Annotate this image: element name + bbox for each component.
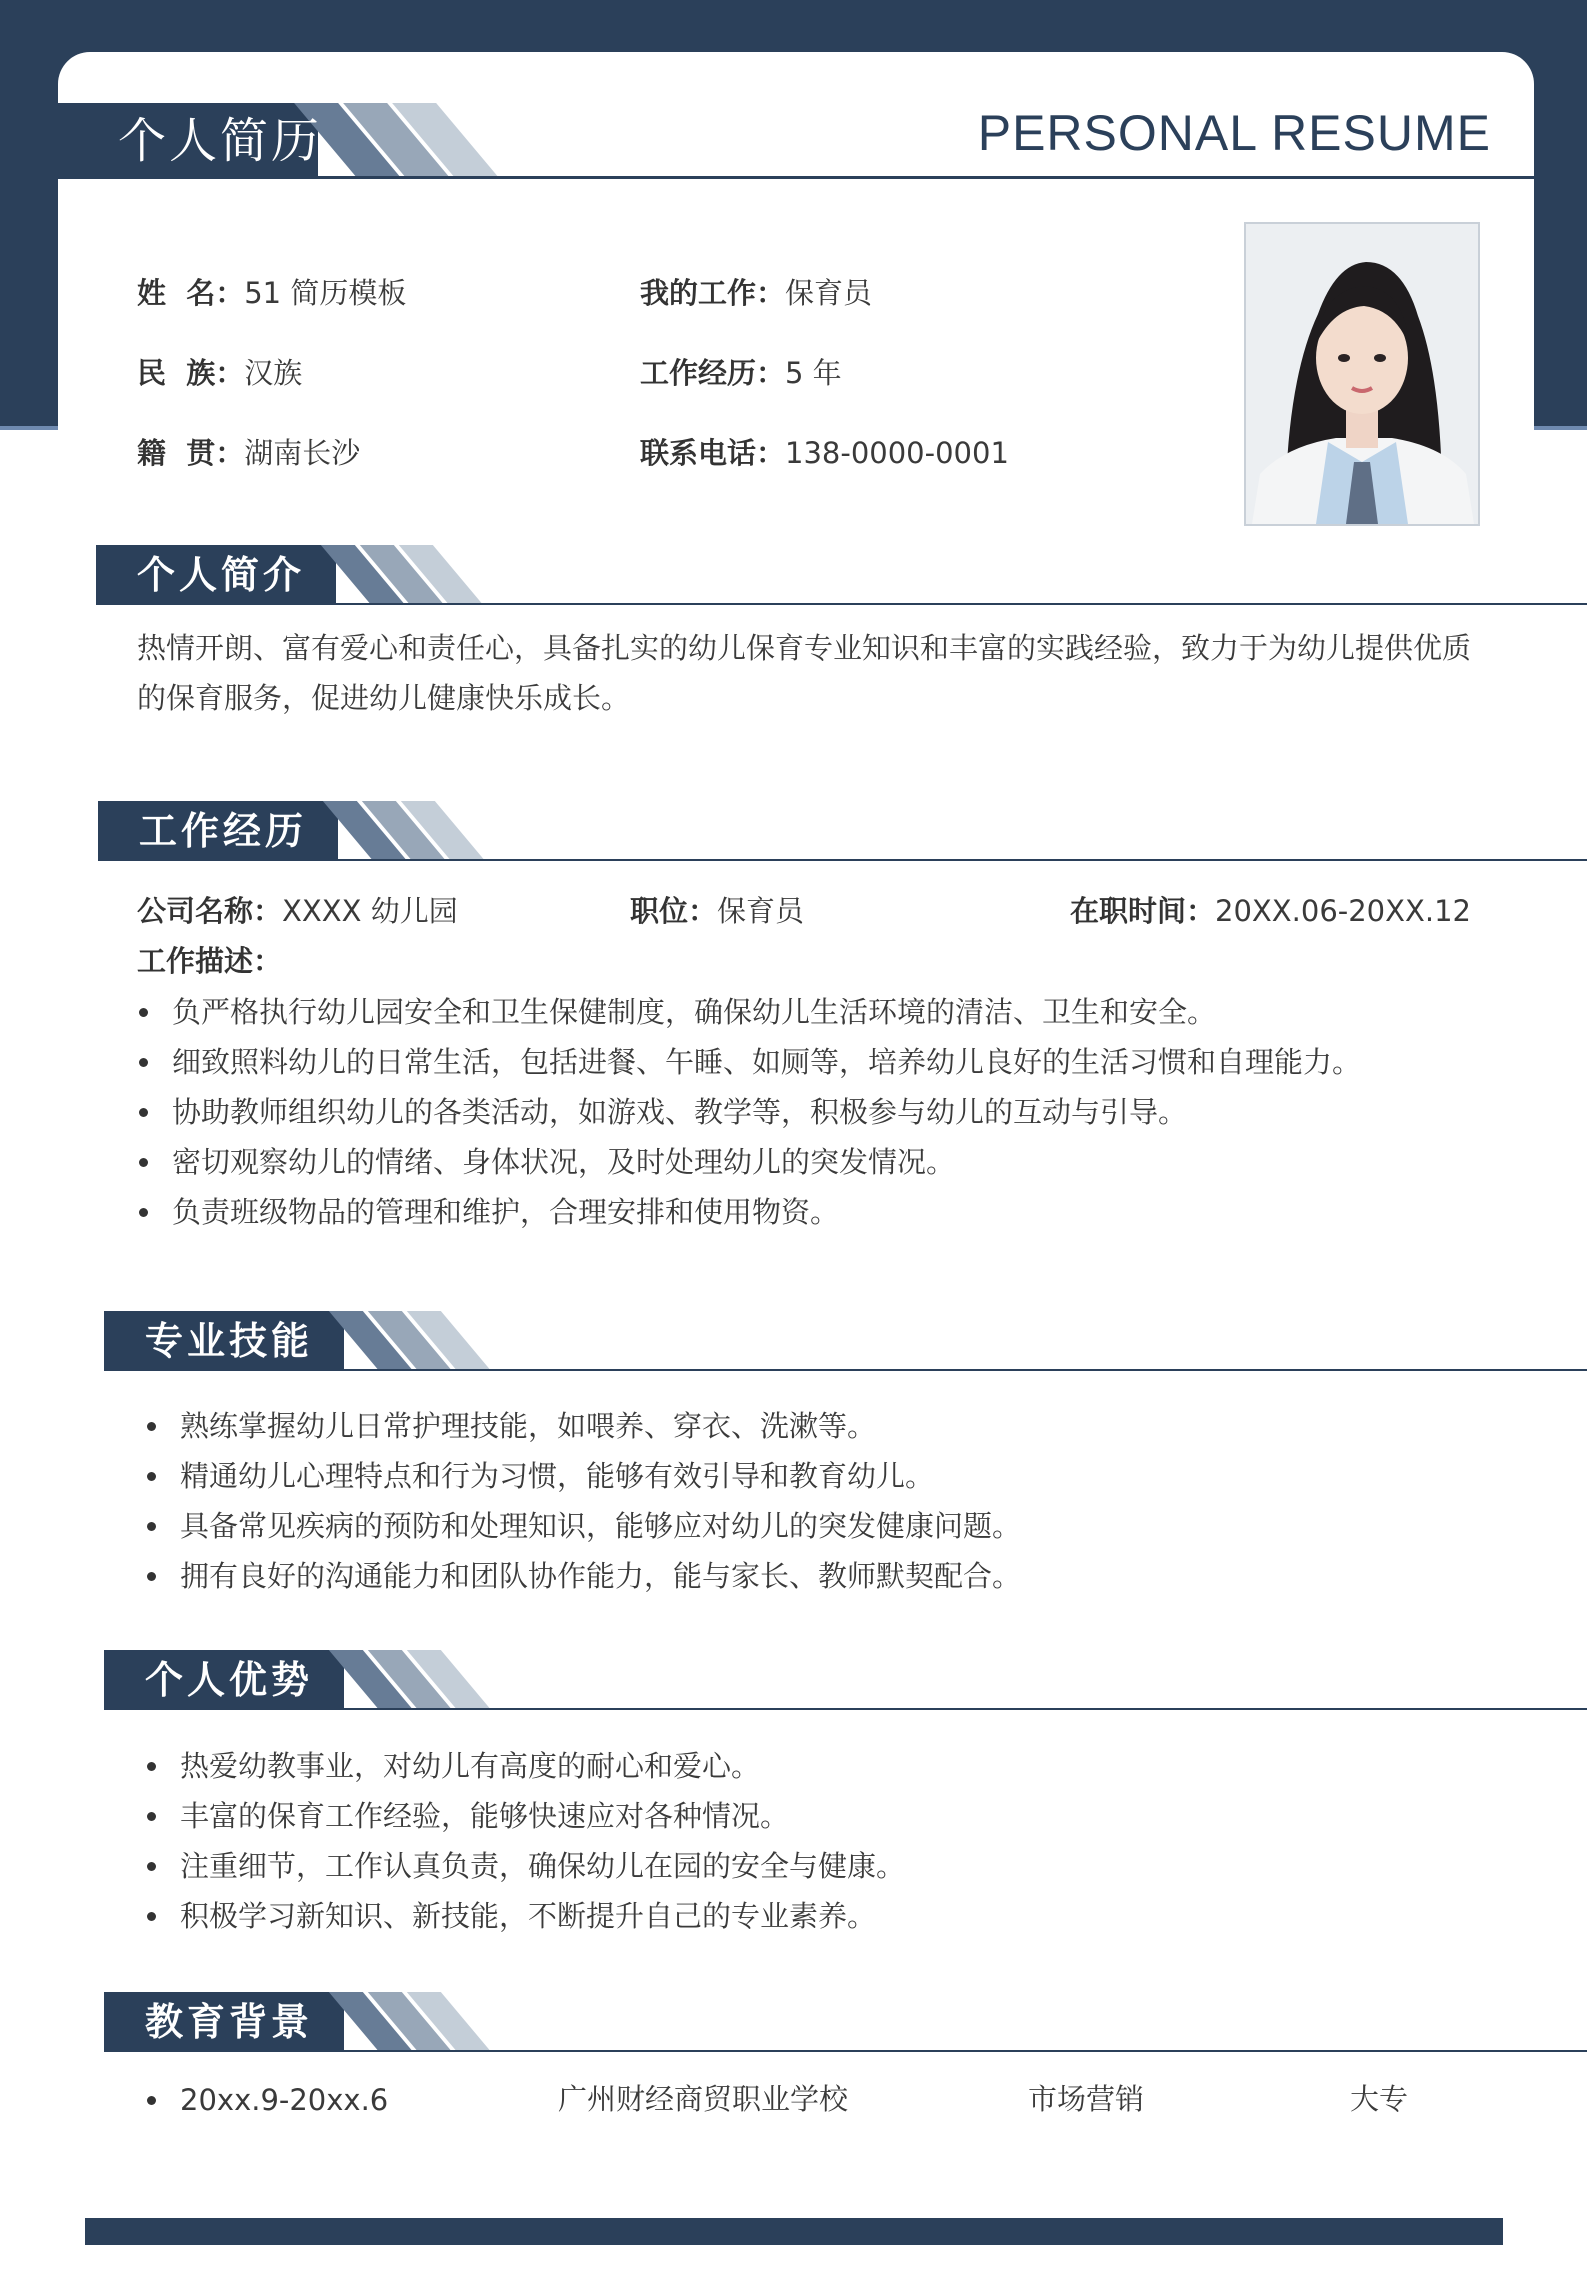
section-divider bbox=[104, 1708, 1587, 1710]
info-name bbox=[137, 273, 406, 313]
work-period bbox=[1070, 891, 1471, 931]
strengths-list bbox=[145, 1741, 905, 1941]
list-item: 丰富的保育工作经验，能够快速应对各种情况。 bbox=[145, 1791, 905, 1841]
band-accent-right bbox=[1534, 426, 1587, 430]
work-duties-list bbox=[137, 987, 1361, 1237]
education-period: 20xx.9-20xx.6 bbox=[145, 2075, 388, 2125]
list-item: 负责班级物品的管理和维护，合理安排和使用物资。 bbox=[137, 1187, 1361, 1237]
period-value: 20XX.06-20XX.12 bbox=[1215, 894, 1471, 928]
info-ethnicity bbox=[137, 353, 302, 393]
section-title-strengths: 个人优势 bbox=[145, 1658, 314, 1702]
work-company bbox=[137, 891, 458, 931]
list-item: 注重细节，工作认真负责，确保幼儿在园的安全与健康。 bbox=[145, 1841, 905, 1891]
footer-bar bbox=[85, 2218, 1503, 2245]
resume-title-english: PERSONAL RESUME bbox=[977, 105, 1491, 161]
ethnicity-value: 汉族 bbox=[244, 356, 303, 390]
profile-text: 热情开朗、富有爱心和责任心，具备扎实的幼儿保育专业知识和丰富的实践经验，致力于为幼儿提供优质的保育服务，促进幼儿健康快乐成长。 bbox=[137, 631, 1472, 715]
list-item: 具备常见疾病的预防和处理知识，能够应对幼儿的突发健康问题。 bbox=[145, 1501, 1021, 1551]
band-accent-left bbox=[0, 426, 58, 430]
list-item: 熟练掌握幼儿日常护理技能，如喂养、穿衣、洗漱等。 bbox=[145, 1401, 1021, 1451]
desc-label: 工作描述： bbox=[137, 944, 283, 978]
company-label: 公司名称： bbox=[137, 894, 283, 928]
education-major: 市场营销 bbox=[1028, 2082, 1145, 2116]
period-label: 在职时间： bbox=[1070, 894, 1216, 928]
origin-value: 湖南长沙 bbox=[244, 436, 361, 470]
section-divider bbox=[104, 1369, 1587, 1371]
list-item: 拥有良好的沟通能力和团队协作能力，能与家长、教师默契配合。 bbox=[145, 1551, 1021, 1601]
info-phone bbox=[640, 433, 1009, 473]
origin-label: 籍 贯： bbox=[137, 436, 245, 470]
phone-value: 138-0000-0001 bbox=[785, 436, 1009, 470]
avatar-illustration bbox=[1246, 224, 1478, 524]
info-experience bbox=[640, 353, 842, 393]
ethnicity-label: 民 族： bbox=[137, 356, 245, 390]
info-origin bbox=[137, 433, 360, 473]
experience-label: 工作经历： bbox=[640, 356, 786, 390]
position-value: 保育员 bbox=[717, 894, 805, 928]
name-value: 51 简历模板 bbox=[244, 276, 407, 310]
company-value: XXXX 幼儿园 bbox=[282, 894, 458, 928]
experience-value: 5 年 bbox=[785, 356, 842, 390]
resume-title: 个人简历 bbox=[118, 113, 323, 169]
section-divider bbox=[96, 603, 1587, 605]
section-divider bbox=[104, 2050, 1587, 2052]
profile-photo bbox=[1244, 222, 1480, 526]
info-job bbox=[640, 273, 872, 313]
list-item: 精通幼儿心理特点和行为习惯，能够有效引导和教育幼儿。 bbox=[145, 1451, 1021, 1501]
work-desc-heading bbox=[137, 941, 282, 981]
skills-list bbox=[145, 1401, 1021, 1601]
section-title-skills: 专业技能 bbox=[145, 1319, 314, 1363]
section-title-education: 教育背景 bbox=[145, 2000, 314, 2044]
education-degree: 大专 bbox=[1350, 2082, 1409, 2116]
name-label: 姓 名： bbox=[137, 276, 245, 310]
list-item: 积极学习新知识、新技能，不断提升自己的专业素养。 bbox=[145, 1891, 905, 1941]
job-label: 我的工作： bbox=[640, 276, 786, 310]
phone-label: 联系电话： bbox=[640, 436, 786, 470]
education-school: 广州财经商贸职业学校 bbox=[558, 2082, 849, 2116]
list-item: 协助教师组织幼儿的各类活动，如游戏、教学等，积极参与幼儿的互动与引导。 bbox=[137, 1087, 1361, 1137]
list-item: 负严格执行幼儿园安全和卫生保健制度，确保幼儿生活环境的清洁、卫生和安全。 bbox=[137, 987, 1361, 1037]
list-item: 热爱幼教事业，对幼儿有高度的耐心和爱心。 bbox=[145, 1741, 905, 1791]
section-title-profile: 个人简介 bbox=[137, 553, 306, 597]
list-item: 密切观察幼儿的情绪、身体状况，及时处理幼儿的突发情况。 bbox=[137, 1137, 1361, 1187]
section-title-work: 工作经历 bbox=[139, 809, 308, 853]
position-label: 职位： bbox=[630, 894, 718, 928]
header-divider bbox=[58, 176, 1534, 179]
work-position bbox=[630, 891, 804, 931]
education-list bbox=[145, 2075, 388, 2125]
job-value: 保育员 bbox=[785, 276, 873, 310]
section-divider bbox=[98, 859, 1587, 861]
list-item: 细致照料幼儿的日常生活，包括进餐、午睡、如厕等，培养幼儿良好的生活习惯和自理能力。 bbox=[137, 1037, 1361, 1087]
